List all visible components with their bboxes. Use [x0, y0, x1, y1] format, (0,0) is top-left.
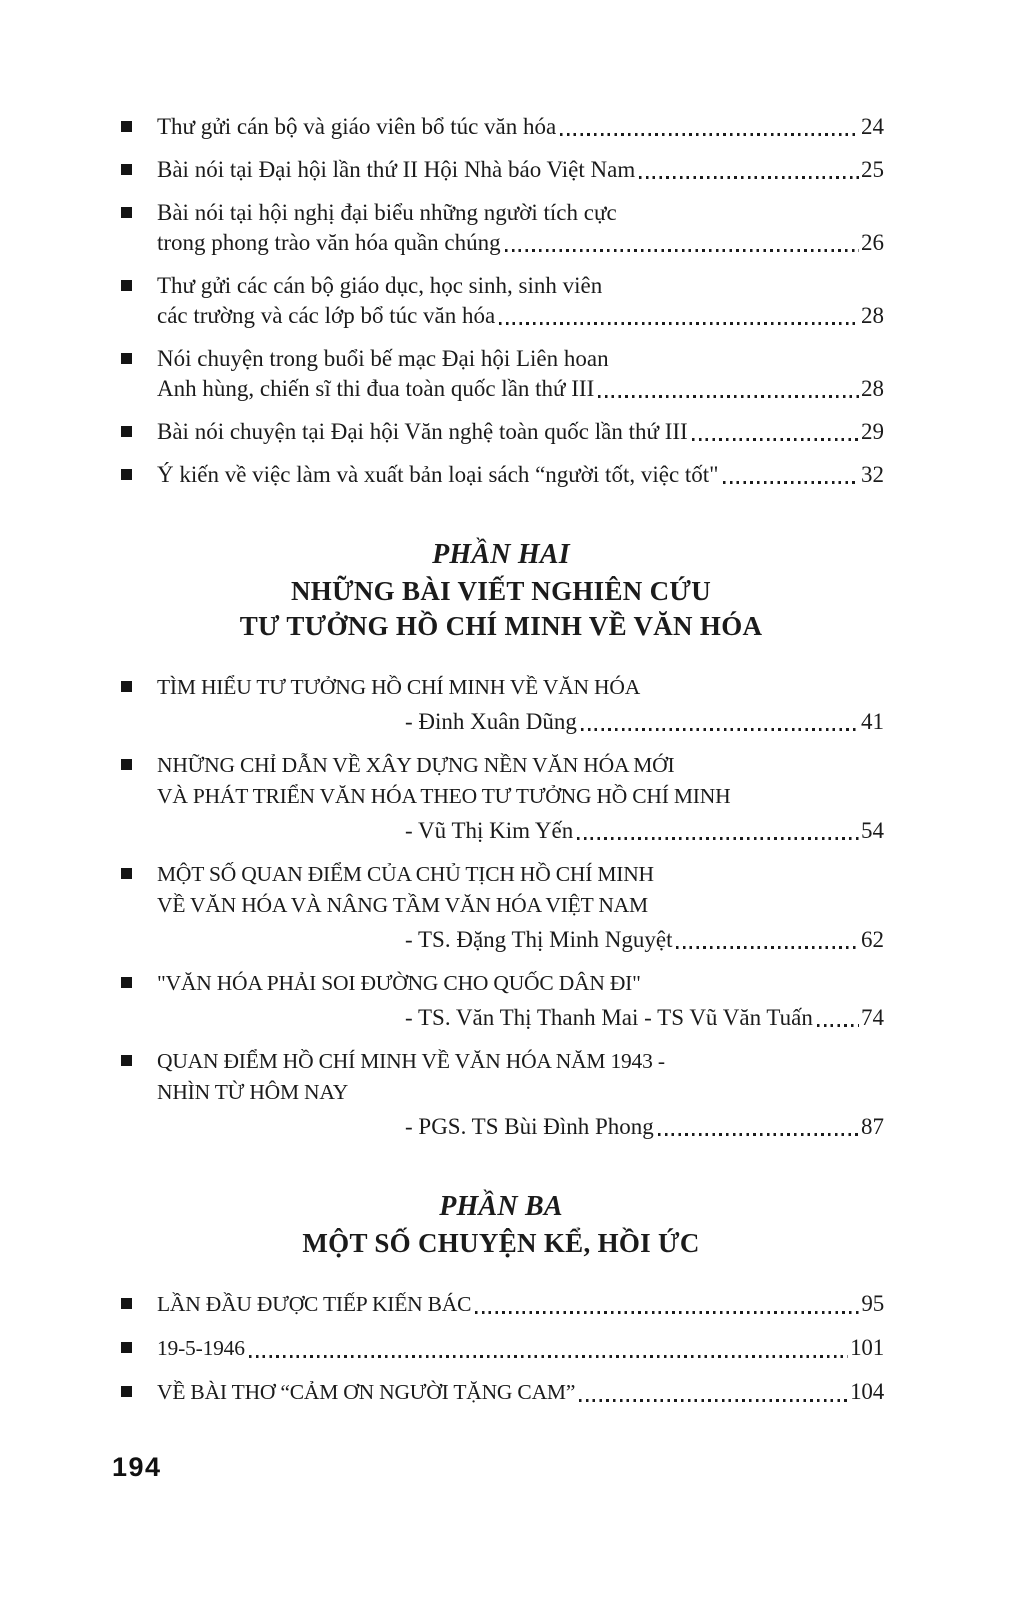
toc-item-body [157, 1333, 884, 1364]
bullet-square-icon [121, 280, 132, 291]
bullet-square-icon [121, 977, 132, 988]
toc-entry-title: trong phong trào văn hóa quần chúng [157, 230, 501, 255]
toc-entry-page: 95 [861, 1291, 884, 1316]
dot-leader [499, 322, 859, 325]
dot-leader [817, 1024, 859, 1027]
toc-entry-title: Thư gửi cán bộ và giáo viên bổ túc văn hóa [157, 114, 557, 139]
dot-leader [475, 1311, 859, 1314]
toc-entry-title: Anh hùng, chiến sĩ thi đua toàn quốc lần thứ III [157, 376, 595, 401]
toc-item [118, 1046, 884, 1142]
toc-entry-author: - PGS. TS Bùi Đình Phong [405, 1114, 654, 1139]
toc-entry-title: VÀ PHÁT TRIỂN VĂN HÓA THEO TƯ TƯỞNG HỒ CHÍ MINH [157, 784, 731, 808]
bullet-square-icon [121, 868, 132, 879]
toc-section [118, 112, 884, 490]
bullet-square-icon [121, 759, 132, 770]
toc-section [118, 536, 884, 1142]
toc-item-body [157, 968, 884, 1033]
section-title-line: NHỮNG BÀI VIẾT NGHIÊN CỨU [290, 576, 712, 606]
toc-item-body [157, 344, 884, 404]
dot-leader [579, 1399, 848, 1402]
toc-item-body [157, 672, 884, 737]
toc-item-body [157, 417, 884, 447]
bullet-square-icon [121, 353, 132, 364]
toc-entry-title: LẦN ĐẦU ĐƯỢC TIẾP KIẾN BÁC [157, 1292, 472, 1316]
toc-entry-author: - TS. Văn Thị Thanh Mai - TS Vũ Văn Tuấn [405, 1005, 813, 1030]
toc-entry-title: Bài nói tại Đại hội lần thứ II Hội Nhà báo Việt Nam [157, 157, 636, 182]
toc-entry-page: 101 [850, 1335, 884, 1360]
toc-item [118, 1333, 884, 1364]
toc-entry-title: VỀ BÀI THƠ “CẢM ƠN NGƯỜI TẶNG CAM” [157, 1380, 576, 1404]
dot-leader [639, 176, 859, 179]
bullet-square-icon [121, 207, 132, 218]
bullet-square-icon [121, 469, 132, 480]
toc-entry-title: NHÌN TỪ HÔM NAY [157, 1080, 349, 1104]
toc-entry-page: 41 [861, 709, 884, 734]
toc-entry-page: 62 [861, 927, 884, 952]
toc-item [118, 155, 884, 185]
toc-entry-page: 32 [861, 462, 884, 487]
dot-leader [676, 946, 859, 949]
toc-item [118, 417, 884, 447]
toc-item [118, 1377, 884, 1408]
toc-entry-title: NHỮNG CHỈ DẪN VỀ XÂY DỰNG NỀN VĂN HÓA MỚI [157, 753, 675, 777]
bullet-square-icon [121, 426, 132, 437]
bullet-square-icon [121, 681, 132, 692]
bullet-square-icon [121, 1055, 132, 1066]
dot-leader [581, 728, 859, 731]
toc-item [118, 859, 884, 955]
toc-entry-title: các trường và các lớp bổ túc văn hóa [157, 303, 496, 328]
toc-item-body [157, 112, 884, 142]
toc-item [118, 460, 884, 490]
dot-leader [692, 438, 859, 441]
section-heading [118, 1188, 884, 1261]
toc-item [118, 271, 884, 331]
section-kicker: PHẦN BA [439, 1191, 563, 1222]
dot-leader [249, 1355, 848, 1358]
toc-entry-page: 25 [861, 157, 884, 182]
toc-item-body [157, 155, 884, 185]
toc-entry-title: TÌM HIỂU TƯ TƯỞNG HỒ CHÍ MINH VỀ VĂN HÓA [157, 675, 641, 699]
toc-item-body [157, 271, 884, 331]
toc-entry-page: 24 [861, 114, 884, 139]
bullet-square-icon [121, 1386, 132, 1397]
bullet-square-icon [121, 121, 132, 132]
toc-entry-title: 19-5-1946 [157, 1336, 245, 1360]
toc-entry-page: 104 [850, 1379, 884, 1404]
toc-section [118, 1188, 884, 1408]
toc-entry-page: 29 [861, 419, 884, 444]
dot-leader [723, 481, 859, 484]
toc-item-body [157, 198, 884, 258]
dot-leader [560, 133, 859, 136]
toc-item-body [157, 1046, 884, 1142]
toc-entry-title: VỀ VĂN HÓA VÀ NÂNG TẦM VĂN HÓA VIỆT NAM [157, 893, 648, 917]
toc-item-body [157, 460, 884, 490]
toc-entry-page: 28 [861, 303, 884, 328]
toc-entry-title: Bài nói tại hội nghị đại biểu những người tích cực [157, 200, 617, 225]
section-kicker: PHẦN HAI [432, 539, 570, 570]
toc-entry-page: 87 [861, 1114, 884, 1139]
toc-item [118, 198, 884, 258]
page-number: 194 [112, 1452, 162, 1482]
toc-item [118, 968, 884, 1033]
toc-item [118, 1289, 884, 1320]
section-title-line: MỘT SỐ CHUYỆN KỂ, HỒI ỨC [302, 1228, 700, 1258]
section-heading [118, 536, 884, 644]
toc-entry-title: Thư gửi các cán bộ giáo dục, học sinh, sinh viên [157, 273, 603, 298]
dot-leader [505, 249, 859, 252]
toc-item [118, 750, 884, 846]
toc-entry-page: 74 [861, 1005, 884, 1030]
bullet-square-icon [121, 1298, 132, 1309]
dot-leader [598, 395, 859, 398]
toc-item-body [157, 1289, 884, 1320]
toc-entry-title: MỘT SỐ QUAN ĐIỂM CỦA CHỦ TỊCH HỒ CHÍ MINH [157, 862, 654, 886]
toc-entry-page: 54 [861, 818, 884, 843]
bullet-square-icon [121, 1342, 132, 1353]
toc-entry-page: 28 [861, 376, 884, 401]
toc-item-body [157, 859, 884, 955]
toc [118, 112, 884, 1421]
toc-entry-title: "VĂN HÓA PHẢI SOI ĐƯỜNG CHO QUỐC DÂN ĐI" [157, 971, 641, 995]
toc-item-body [157, 750, 884, 846]
toc-entry-title: Bài nói chuyện tại Đại hội Văn nghệ toàn quốc lần thứ III [157, 419, 688, 444]
toc-item [118, 672, 884, 737]
dot-leader [577, 837, 859, 840]
toc-entry-title: QUAN ĐIỂM HỒ CHÍ MINH VỀ VĂN HÓA NĂM 1943 - [157, 1049, 665, 1073]
toc-entry-author: - TS. Đặng Thị Minh Nguyệt [405, 927, 673, 952]
toc-item [118, 344, 884, 404]
toc-entry-author: - Vũ Thị Kim Yến [405, 818, 574, 843]
bullet-square-icon [121, 164, 132, 175]
toc-entry-page: 26 [861, 230, 884, 255]
toc-entry-author: - Đinh Xuân Dũng [405, 709, 577, 734]
toc-entry-title: Ý kiến về việc làm và xuất bản loại sách “người tốt, việc tốt" [157, 462, 719, 487]
toc-item [118, 112, 884, 142]
toc-entry-title: Nói chuyện trong buổi bế mạc Đại hội Liên hoan [157, 346, 609, 371]
dot-leader [658, 1133, 859, 1136]
toc-item-body [157, 1377, 884, 1408]
section-title-line: TƯ TƯỞNG HỒ CHÍ MINH VỀ VĂN HÓA [239, 611, 763, 641]
